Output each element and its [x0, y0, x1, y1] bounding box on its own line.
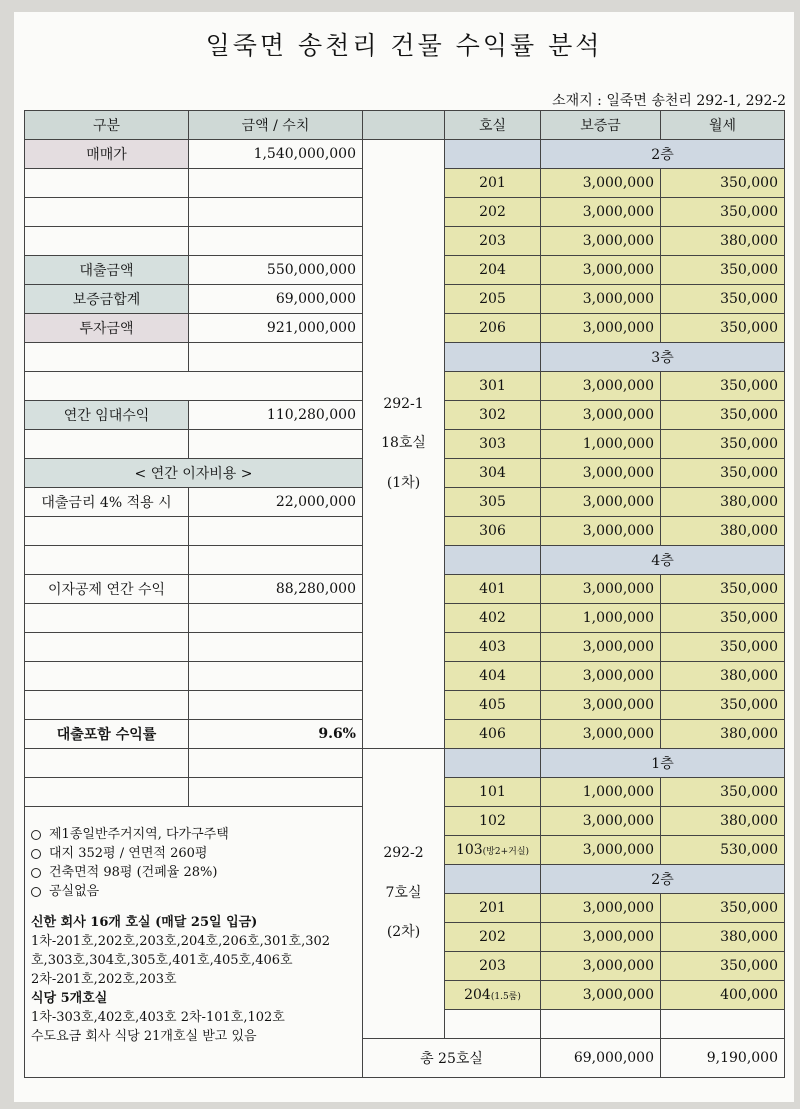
room-deposit: 3,000,000 [540, 197, 661, 227]
room-rent: 350,000 [660, 632, 785, 662]
room-deposit: 1,000,000 [540, 603, 661, 633]
circle-bullet-icon [31, 849, 41, 859]
notes-gap [31, 901, 356, 913]
note-bullet [31, 882, 356, 901]
room-deposit: 3,000,000 [540, 922, 661, 952]
empty-label-cell [24, 661, 189, 691]
empty-label-cell [24, 226, 189, 256]
note-bullet [31, 863, 356, 882]
room-number: 101 [444, 777, 541, 807]
room-number: 202 [444, 197, 541, 227]
header-rent: 월세 [660, 110, 785, 140]
empty-value-cell [188, 197, 363, 227]
empty-label-cell [24, 545, 189, 575]
empty-value-cell [188, 632, 363, 662]
room-rent: 350,000 [660, 893, 785, 923]
room-rent: 380,000 [660, 516, 785, 546]
empty-label-cell [24, 748, 189, 778]
room-number: 305 [444, 487, 541, 517]
circle-bullet-icon [31, 830, 41, 840]
investment-label: 투자금액 [24, 313, 189, 343]
note-line: 수도요금 회사 식당 21개호실 받고 있음 [31, 1029, 257, 1044]
building-units: 18호실 [381, 435, 426, 452]
empty-value-cell [188, 516, 363, 546]
room-deposit: 3,000,000 [540, 371, 661, 401]
note-line: 신한 회사 16개 호실 (매달 25일 입금) [31, 915, 258, 930]
net-income-label: 이자공제 연간 수익 [24, 574, 189, 604]
room-deposit: 3,000,000 [540, 458, 661, 488]
room-rent: 350,000 [660, 255, 785, 285]
note-line: 식당 5개호실 [31, 991, 108, 1006]
room-deposit: 3,000,000 [540, 255, 661, 285]
room-number: 206 [444, 313, 541, 343]
note-bullet-text: 제1종일반주거지역, 다가구주택 [49, 827, 229, 842]
room-number: 404 [444, 661, 541, 691]
room-number: 402 [444, 603, 541, 633]
room-number: 401 [444, 574, 541, 604]
room-rent: 380,000 [660, 487, 785, 517]
room-rent: 350,000 [660, 284, 785, 314]
room-deposit: 1,000,000 [540, 429, 661, 459]
sale-price-value: 1,540,000,000 [188, 139, 363, 169]
empty-label-cell [24, 168, 189, 198]
room-deposit: 3,000,000 [540, 980, 661, 1010]
yield-label: 대출포함 수익률 [24, 719, 189, 749]
building-phase: (1차) [386, 474, 421, 491]
document-sheet [14, 12, 794, 1102]
empty-label-cell [24, 197, 189, 227]
empty-label-cell [24, 632, 189, 662]
room-number [444, 980, 541, 1010]
room-rent: 350,000 [660, 574, 785, 604]
room-number-text: 204 [464, 987, 491, 1003]
room-number: 304 [444, 458, 541, 488]
room-number: 201 [444, 893, 541, 923]
header-building [362, 110, 445, 140]
empty-value-cell [188, 603, 363, 633]
room-number-text: 103 [455, 842, 483, 858]
room-deposit: 1,000,000 [540, 777, 661, 807]
loan-value: 550,000,000 [188, 255, 363, 285]
floor-spacer-cell [444, 139, 541, 169]
note-line: 호,303호,304호,305호,401호,405호,406호 [31, 953, 293, 968]
room-deposit: 3,000,000 [540, 835, 661, 865]
room-rent: 350,000 [660, 429, 785, 459]
loan-label: 대출금액 [24, 255, 189, 285]
floor-label: 3층 [540, 342, 785, 372]
room-deposit: 3,000,000 [540, 487, 661, 517]
room-number: 201 [444, 168, 541, 198]
room-number: 203 [444, 226, 541, 256]
floor-spacer-cell [444, 748, 541, 778]
empty-label-cell [24, 603, 189, 633]
room-deposit: 3,000,000 [540, 574, 661, 604]
interest-label: 대출금리 4% 적용 시 [24, 487, 189, 517]
floor-label: 4층 [540, 545, 785, 575]
floor-label: 2층 [540, 139, 785, 169]
empty-label-cell [24, 342, 189, 372]
room-rent: 350,000 [660, 168, 785, 198]
room-number: 202 [444, 922, 541, 952]
empty-value-cell [188, 661, 363, 691]
note-line: 1차-201호,202호,203호,204호,206호,301호,302 [31, 934, 331, 949]
total-rent: 9,190,000 [660, 1038, 785, 1078]
header-amount: 금액 / 수치 [188, 110, 363, 140]
note-bullet-text: 대지 352평 / 연면적 260평 [49, 846, 208, 861]
blank-row [24, 371, 363, 401]
annual-rent-label: 연간 임대수익 [24, 400, 189, 430]
room-rent: 380,000 [660, 806, 785, 836]
room-rent: 350,000 [660, 603, 785, 633]
room-rent: 350,000 [660, 777, 785, 807]
empty-value-cell [188, 777, 363, 807]
room-number: 203 [444, 951, 541, 981]
room-number: 102 [444, 806, 541, 836]
room-rent: 380,000 [660, 719, 785, 749]
room-deposit: 3,000,000 [540, 719, 661, 749]
location-text: 소재지 : 일죽면 송천리 292-1, 292-2 [552, 93, 786, 109]
room-deposit: 3,000,000 [540, 400, 661, 430]
room-deposit: 3,000,000 [540, 226, 661, 256]
room-rent: 350,000 [660, 690, 785, 720]
room-rent: 350,000 [660, 313, 785, 343]
room-number: 302 [444, 400, 541, 430]
floor-spacer-cell [444, 342, 541, 372]
floor-spacer-cell [444, 864, 541, 894]
header-deposit: 보증금 [540, 110, 661, 140]
room-deposit: 3,000,000 [540, 168, 661, 198]
building-292-2 [362, 748, 445, 1039]
room-rent: 350,000 [660, 458, 785, 488]
interest-section-header: < 연간 이자비용 > [24, 458, 363, 488]
room-rent: 400,000 [660, 980, 785, 1010]
note-line: 1차-303호,402호,403호 2차-101호,102호 [31, 1010, 285, 1025]
room-note: (방2+거실) [482, 846, 530, 857]
deposit-total-value: 69,000,000 [188, 284, 363, 314]
room-number: 205 [444, 284, 541, 314]
room-note: (1.5룸) [490, 991, 521, 1002]
empty-label-cell [24, 690, 189, 720]
room-rent: 380,000 [660, 226, 785, 256]
notes-box [24, 806, 363, 1078]
building-lot: 292-2 [383, 845, 424, 862]
room-deposit: 3,000,000 [540, 632, 661, 662]
room-rent: 380,000 [660, 661, 785, 691]
room-rent: 380,000 [660, 922, 785, 952]
header-category: 구분 [24, 110, 189, 140]
header-room: 호실 [444, 110, 541, 140]
sale-price-label: 매매가 [24, 139, 189, 169]
room-deposit: 3,000,000 [540, 690, 661, 720]
interest-value: 22,000,000 [188, 487, 363, 517]
room-deposit: 3,000,000 [540, 893, 661, 923]
floor-spacer-cell [444, 545, 541, 575]
room-number: 403 [444, 632, 541, 662]
room-rent: 350,000 [660, 197, 785, 227]
building-292-1 [362, 139, 445, 749]
floor-label: 1층 [540, 748, 785, 778]
total-deposit: 69,000,000 [540, 1038, 661, 1078]
empty-value-cell [188, 429, 363, 459]
floor-label: 2층 [540, 864, 785, 894]
empty-value-cell [188, 748, 363, 778]
blank-cell [660, 1009, 785, 1039]
room-number: 406 [444, 719, 541, 749]
circle-bullet-icon [31, 868, 41, 878]
yield-value: 9.6% [188, 719, 363, 749]
deposit-total-label: 보증금합계 [24, 284, 189, 314]
room-deposit: 3,000,000 [540, 806, 661, 836]
note-bullet-text: 공실없음 [49, 884, 100, 899]
note-bullet-text: 건축면적 98평 (건폐율 28%) [49, 865, 218, 880]
empty-value-cell [188, 226, 363, 256]
blank-cell [444, 1009, 541, 1039]
room-deposit: 3,000,000 [540, 951, 661, 981]
room-number: 306 [444, 516, 541, 546]
building-phase: (2차) [386, 924, 421, 941]
room-number: 204 [444, 255, 541, 285]
room-number: 405 [444, 690, 541, 720]
empty-label-cell [24, 429, 189, 459]
room-deposit: 3,000,000 [540, 313, 661, 343]
room-deposit: 3,000,000 [540, 516, 661, 546]
empty-label-cell [24, 516, 189, 546]
note-bullet [31, 825, 356, 844]
blank-cell [540, 1009, 661, 1039]
room-number: 303 [444, 429, 541, 459]
investment-value: 921,000,000 [188, 313, 363, 343]
room-deposit: 3,000,000 [540, 661, 661, 691]
empty-value-cell [188, 690, 363, 720]
empty-label-cell [24, 777, 189, 807]
building-units: 7호실 [385, 884, 422, 901]
note-bullet [31, 844, 356, 863]
empty-value-cell [188, 545, 363, 575]
room-rent: 350,000 [660, 951, 785, 981]
page-title: 일죽면 송천리 건물 수익률 분석 [205, 31, 603, 60]
room-number [444, 835, 541, 865]
circle-bullet-icon [31, 887, 41, 897]
room-rent: 350,000 [660, 400, 785, 430]
building-lot: 292-1 [383, 395, 424, 412]
room-rent: 530,000 [660, 835, 785, 865]
empty-value-cell [188, 342, 363, 372]
total-rooms: 총 25호실 [362, 1038, 541, 1078]
annual-rent-value: 110,280,000 [188, 400, 363, 430]
room-deposit: 3,000,000 [540, 284, 661, 314]
room-number: 301 [444, 371, 541, 401]
net-income-value: 88,280,000 [188, 574, 363, 604]
note-line: 2차-201호,202호,203호 [31, 972, 177, 987]
room-rent: 350,000 [660, 371, 785, 401]
empty-value-cell [188, 168, 363, 198]
